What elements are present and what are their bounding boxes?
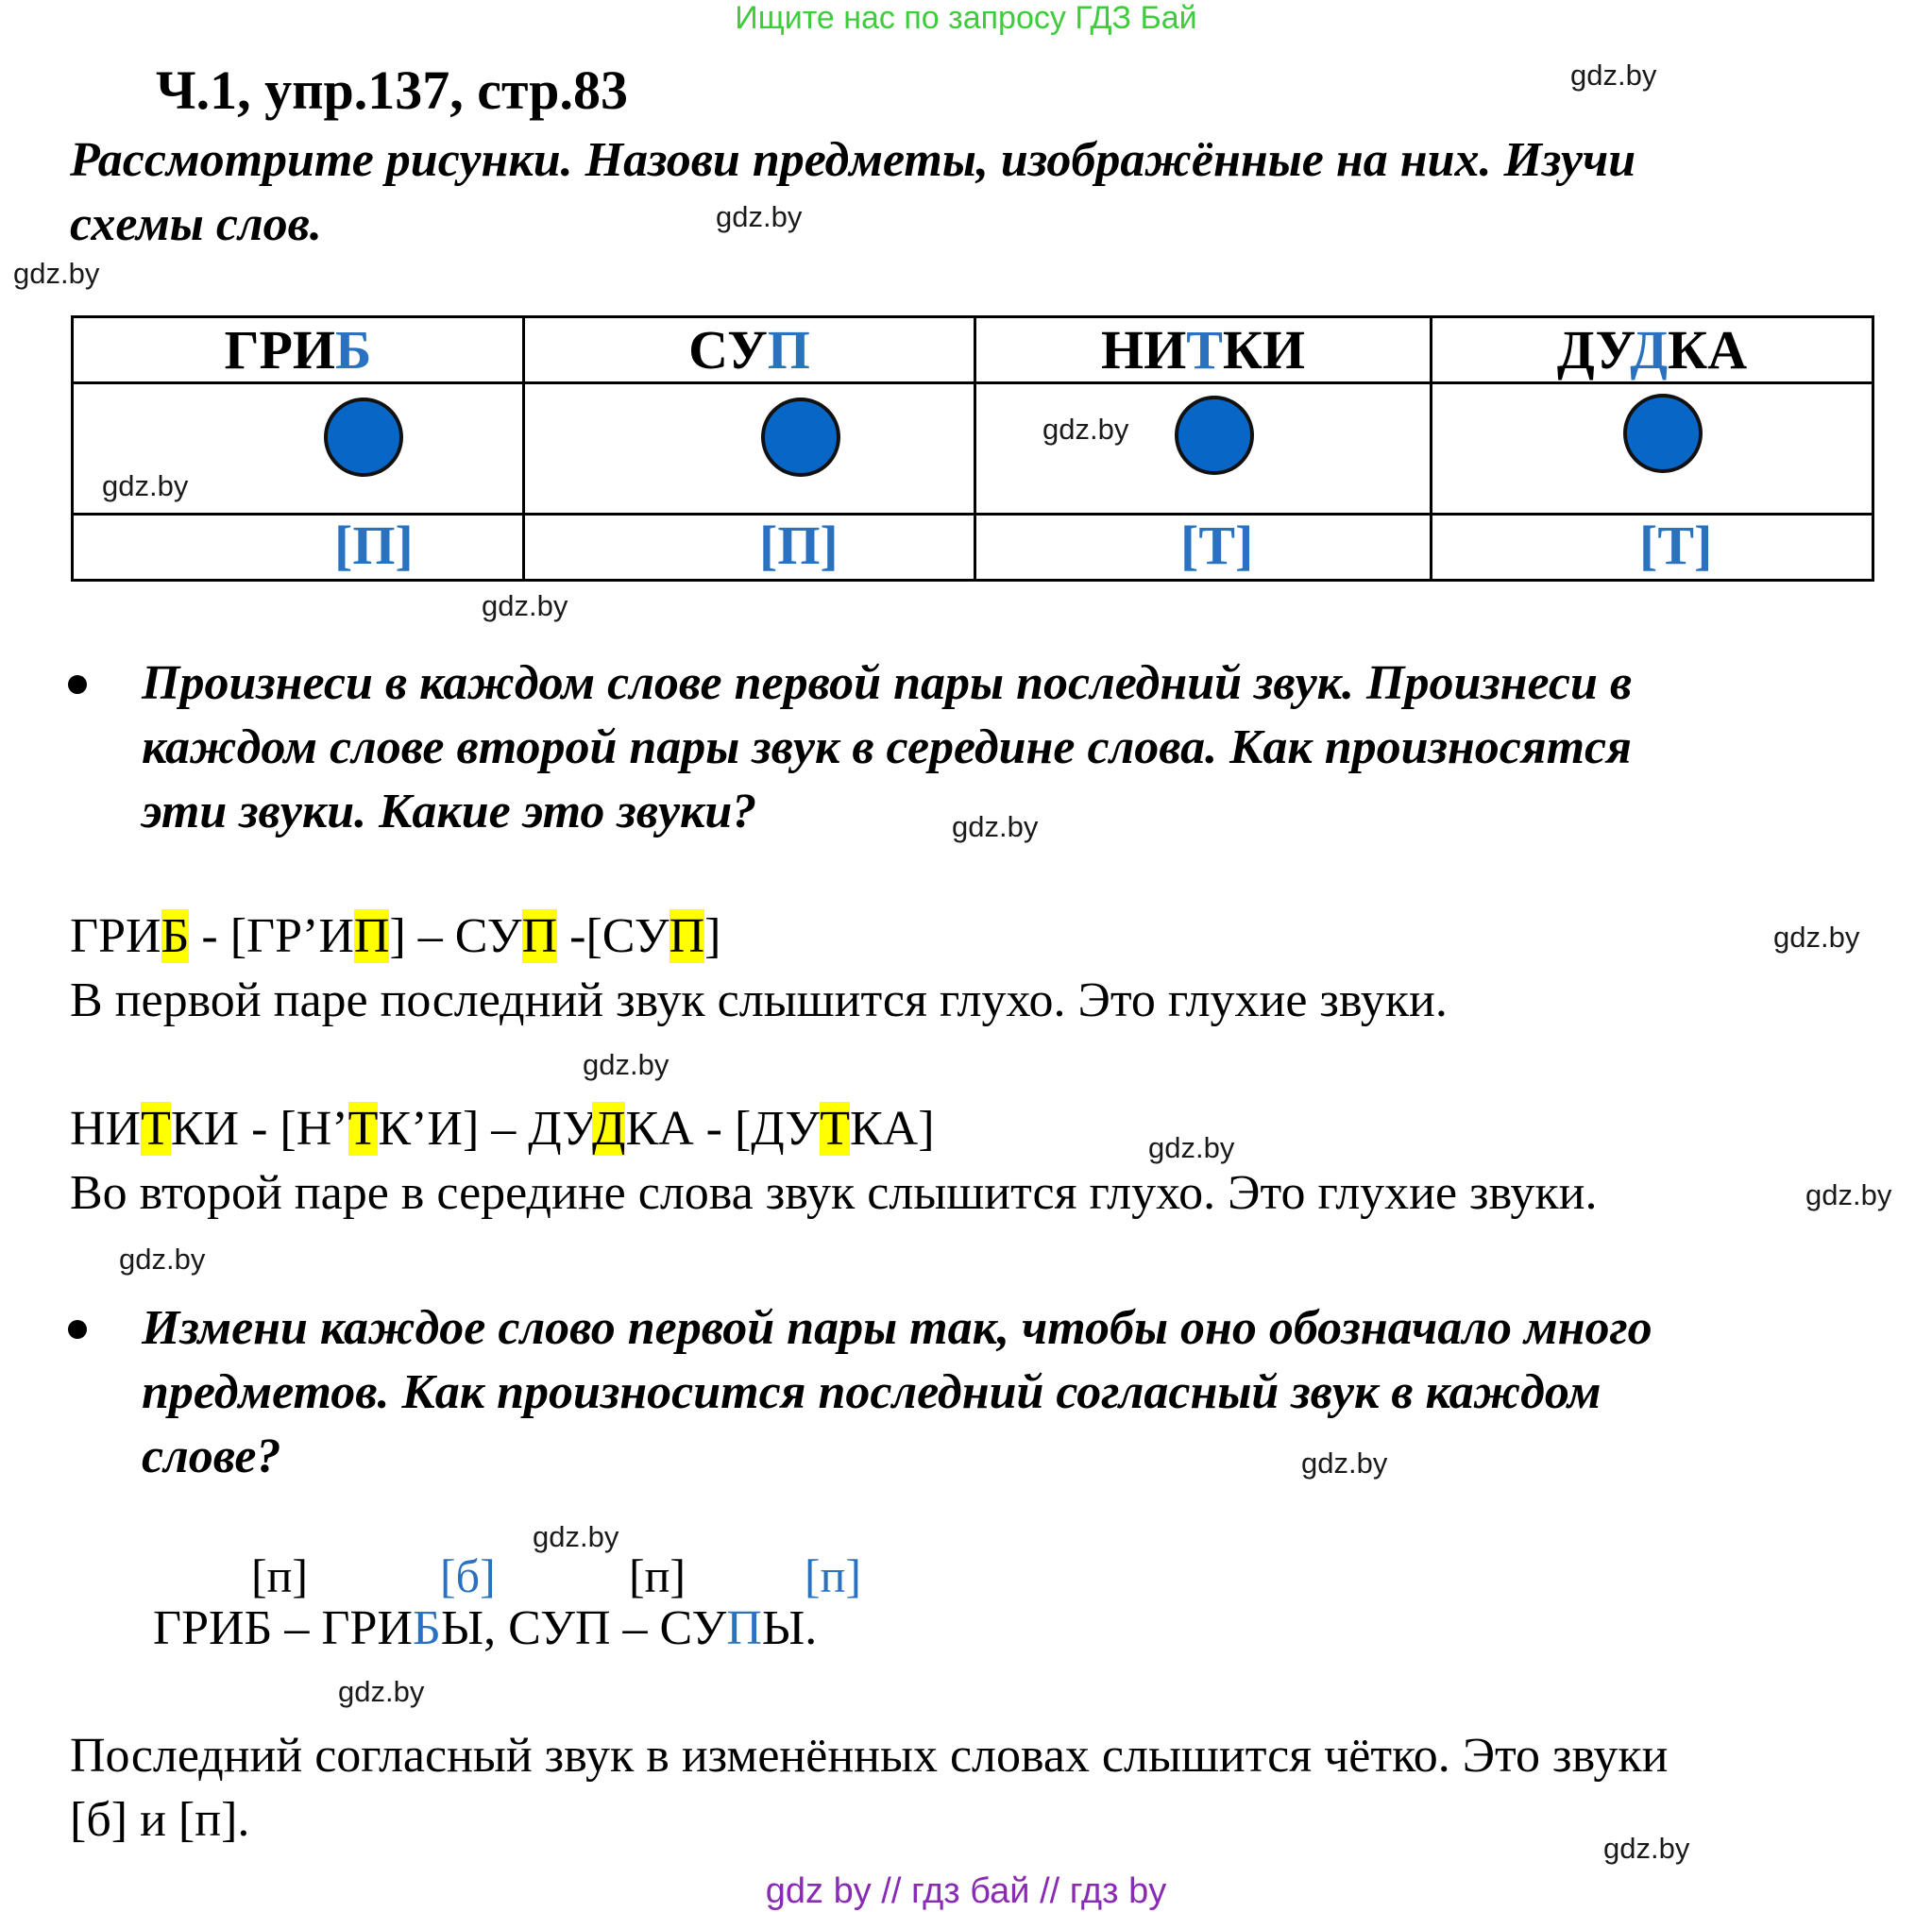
sound-cell: [Т] [975,515,1432,581]
sound-label: [п] [805,1549,862,1602]
word-cell: ДУДКА [1432,317,1873,383]
task2-line-2: предметов. Как произносится последний согласный звук в каждом [142,1365,1602,1419]
dot-cell [975,383,1432,515]
sound-label: [п] [251,1549,309,1602]
watermark: gdz.by [338,1675,425,1708]
sound-dot [1175,396,1254,475]
watermark: gdz.by [1773,921,1860,954]
watermark: gdz.by [533,1520,619,1553]
watermark: gdz.by [102,469,189,502]
watermark: gdz.by [119,1243,206,1276]
sound-label: [б] [440,1549,496,1602]
sound-dot [761,398,840,477]
word-cell: ГРИБ [73,317,524,383]
sound-cell: [П] [73,515,524,581]
sound-label: [п] [629,1549,686,1602]
watermark: gdz.by [1805,1178,1892,1211]
instruction-line-1: Рассмотрите рисунки. Назови предметы, изображённые на них. Изучи [70,133,1636,187]
word-scheme-table [71,315,1874,582]
bullet [68,1320,87,1339]
watermark: gdz.by [1042,413,1129,446]
footer-links[interactable]: gdz by // гдз бай // гдз by [765,1871,1167,1911]
task2-line-1: Измени каждое слово первой пары так, чтобы оно обозначало много [142,1301,1652,1355]
final-explanation-line-1: Последний согласный звук в изменённых словах слышится чётко. Это звуки [70,1729,1669,1783]
plural-words: ГРИБ – ГРИБЫ, СУП – СУПЫ. [153,1601,818,1655]
dot-cell [524,383,975,515]
word-cell: НИТКИ [975,317,1432,383]
watermark: gdz.by [716,200,803,233]
sound-dot [324,398,403,477]
page-heading: Ч.1, упр.137, стр.83 [156,59,628,121]
task1-line-2: каждом слове второй пары звук в середине слова. Как произносятся [142,720,1632,774]
explanation-pair-1: В первой паре последний звук слышится глухо. Это глухие звуки. [70,973,1448,1027]
sound-cell: [П] [524,515,975,581]
task1-line-1: Произнеси в каждом слове первой пары последний звук. Произнеси в [142,656,1633,710]
watermark: gdz.by [952,810,1039,843]
watermark: gdz.by [1301,1447,1388,1480]
instruction-line-2: схемы слов. [70,197,322,251]
dot-cell [1432,383,1873,515]
word-cell: СУП [524,317,975,383]
watermark: gdz.by [1148,1131,1235,1164]
watermark: gdz.by [583,1048,669,1081]
task2-line-3: слове? [142,1430,281,1483]
transcription-pair-1: ГРИБ - [ГР’ИП] – СУП -[СУП] [70,909,721,963]
final-explanation-line-2: [б] и [п]. [70,1793,250,1847]
watermark: gdz.by [1570,59,1657,92]
watermark: gdz.by [13,257,100,290]
explanation-pair-2: Во второй паре в середине слова звук слышится глухо. Это глухие звуки. [70,1166,1598,1220]
transcription-pair-2: НИТКИ - [Н’ТК’И] – ДУДКА - [ДУТКА] [70,1102,935,1156]
task1-line-3: эти звуки. Какие это звуки? [142,785,757,838]
watermark: gdz.by [1603,1832,1690,1865]
top-banner: Ищите нас по запросу ГДЗ Бай [735,0,1197,36]
dot-cell [73,383,524,515]
bullet [68,675,87,694]
sound-cell: [Т] [1432,515,1873,581]
sound-dot [1623,394,1703,473]
watermark: gdz.by [482,589,568,622]
